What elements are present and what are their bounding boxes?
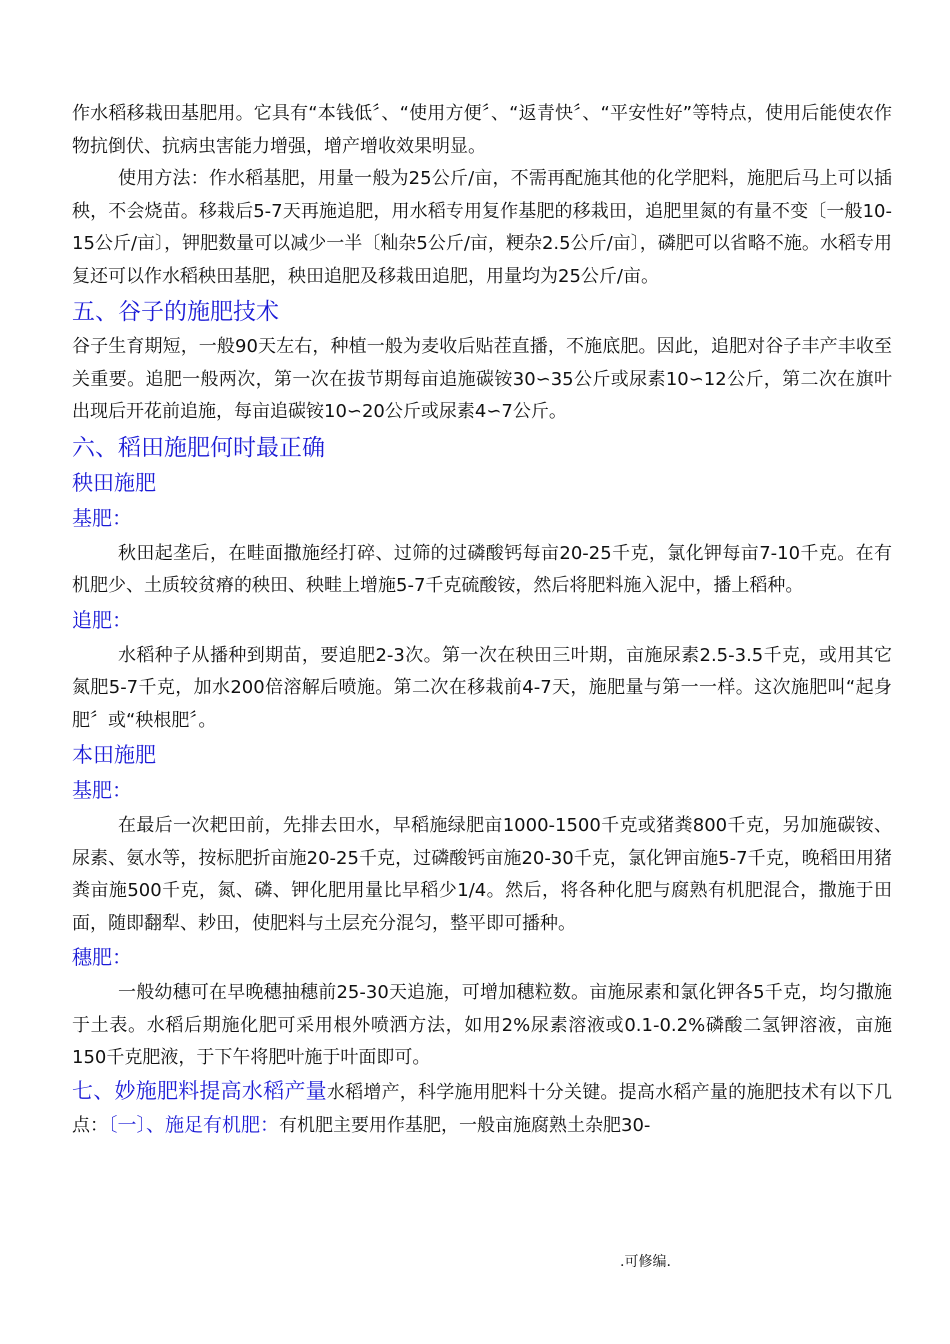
section-7-sub-heading: 〔一〕、施足有机肥： bbox=[108, 1114, 280, 1136]
paragraph-field-ear: 一般幼穗可在早晚穗抽穗前25-30天追施，可增加穗粒数。亩施尿素和氯化钾各5千克，均匀撒施于土表。水稻后期施化肥可采用根外喷洒方法，如用2%尿素溶液或0.1-0.2%磷酸二氢钾溶液，亩施150千克肥液，于下午将肥叶施于叶面即可。 bbox=[72, 982, 892, 1068]
document-body bbox=[72, 98, 892, 1143]
seedbed-top-label: 追肥： bbox=[72, 607, 132, 632]
section-5-heading: 五、谷子的施肥技术 bbox=[72, 299, 279, 325]
seedbed-heading: 秧田施肥 bbox=[72, 470, 156, 495]
field-ear-label: 穗肥： bbox=[72, 945, 132, 969]
paragraph-seedbed-base: 秋田起垄后，在畦面撒施经打碎、过筛的过磷酸钙每亩20-25千克，氯化钾每亩7-10千克。在有机肥少、土质较贫瘠的秧田、秧畦上增施5-7千克硫酸铵，然后将肥料施入泥中，播上稻种。 bbox=[72, 542, 892, 596]
section-7-intro: 水稻增产，科学施用肥料十分关键。提高水稻产量的施肥技术有以下几点： bbox=[72, 1081, 892, 1136]
paragraph-field-base: 在最后一次耙田前，先排去田水，早稻施绿肥亩1000-1500千克或猪粪800千克，另加施碳铵、尿素、氨水等，按标肥折亩施20-25千克，过磷酸钙亩施20-30千克，氯化钾亩施5-7千克，晚稻田用猪粪亩施500千克，氮、磷、钾化肥用量比早稻少1/4。然后，将各种化肥与腐熟有机肥混合，撒施于田面，随即翻犁、耖田，使肥料与土层充分混匀，整平即可播种。 bbox=[72, 815, 892, 934]
paragraph-prev-usage: 作水稻移栽田基肥用。它具有“本钱低〞、“使用方便〞、“返青快〞、“平安性好”等特点，使用后能使农作物抗倒伏、抗病虫害能力增强，增产增收效果明显。 bbox=[72, 103, 892, 157]
section-7-sub-text: 有机肥主要用作基肥，一般亩施腐熟土杂肥30- bbox=[279, 1115, 651, 1136]
seedbed-base-label: 基肥： bbox=[72, 505, 132, 530]
paragraph-section-7 bbox=[72, 1075, 892, 1143]
section-6-heading: 六、稻田施肥何时最正确 bbox=[72, 434, 325, 461]
page-footer: .可修编. bbox=[620, 1254, 671, 1270]
field-heading: 本田施肥 bbox=[72, 743, 156, 767]
paragraph-usage-method: 使用方法：作水稻基肥，用量一般为25公斤/亩，不需再配施其他的化学肥料，施肥后马上可以插秧，不会烧苗。移栽后5-7天再施追肥，用水稻专用复作基肥的移栽田，追肥里氮的有量不变〔一般10-15公斤/亩〕，钾肥数量可以减少一半〔籼杂5公斤/亩，粳杂2.5公斤/亩〕，磷肥可以省略不施。水稻专用复还可以作水稻秧田基肥，秧田追肥及移栽田追肥，用量均为25公斤/亩。 bbox=[72, 168, 892, 287]
section-7-heading: 七、妙施肥料提高水稻产量 bbox=[72, 1078, 327, 1103]
paragraph-millet: 谷子生育期短，一般90天左右，种植一般为麦收后贴茬直播，不施底肥。因此，追肥对谷子丰产丰收至关重要。追肥一般两次，第一次在拔节期每亩追施碳铵30∽35公斤或尿素10∽12公斤，第二次在旗叶出现后开花前追施，每亩追碳铵10∽20公斤或尿素4∽7公斤。 bbox=[72, 336, 892, 422]
field-base-label: 基肥： bbox=[72, 778, 132, 802]
paragraph-seedbed-top: 水稻种子从播种到期苗，要追肥2-3次。第一次在秧田三叶期，亩施尿素2.5-3.5千克，或用其它氮肥5-7千克，加水200倍溶解后喷施。第二次在移栽前4-7天，施肥量与第一一样。这次施肥叫“起身肥〞或“秧根肥〞。 bbox=[72, 644, 892, 731]
